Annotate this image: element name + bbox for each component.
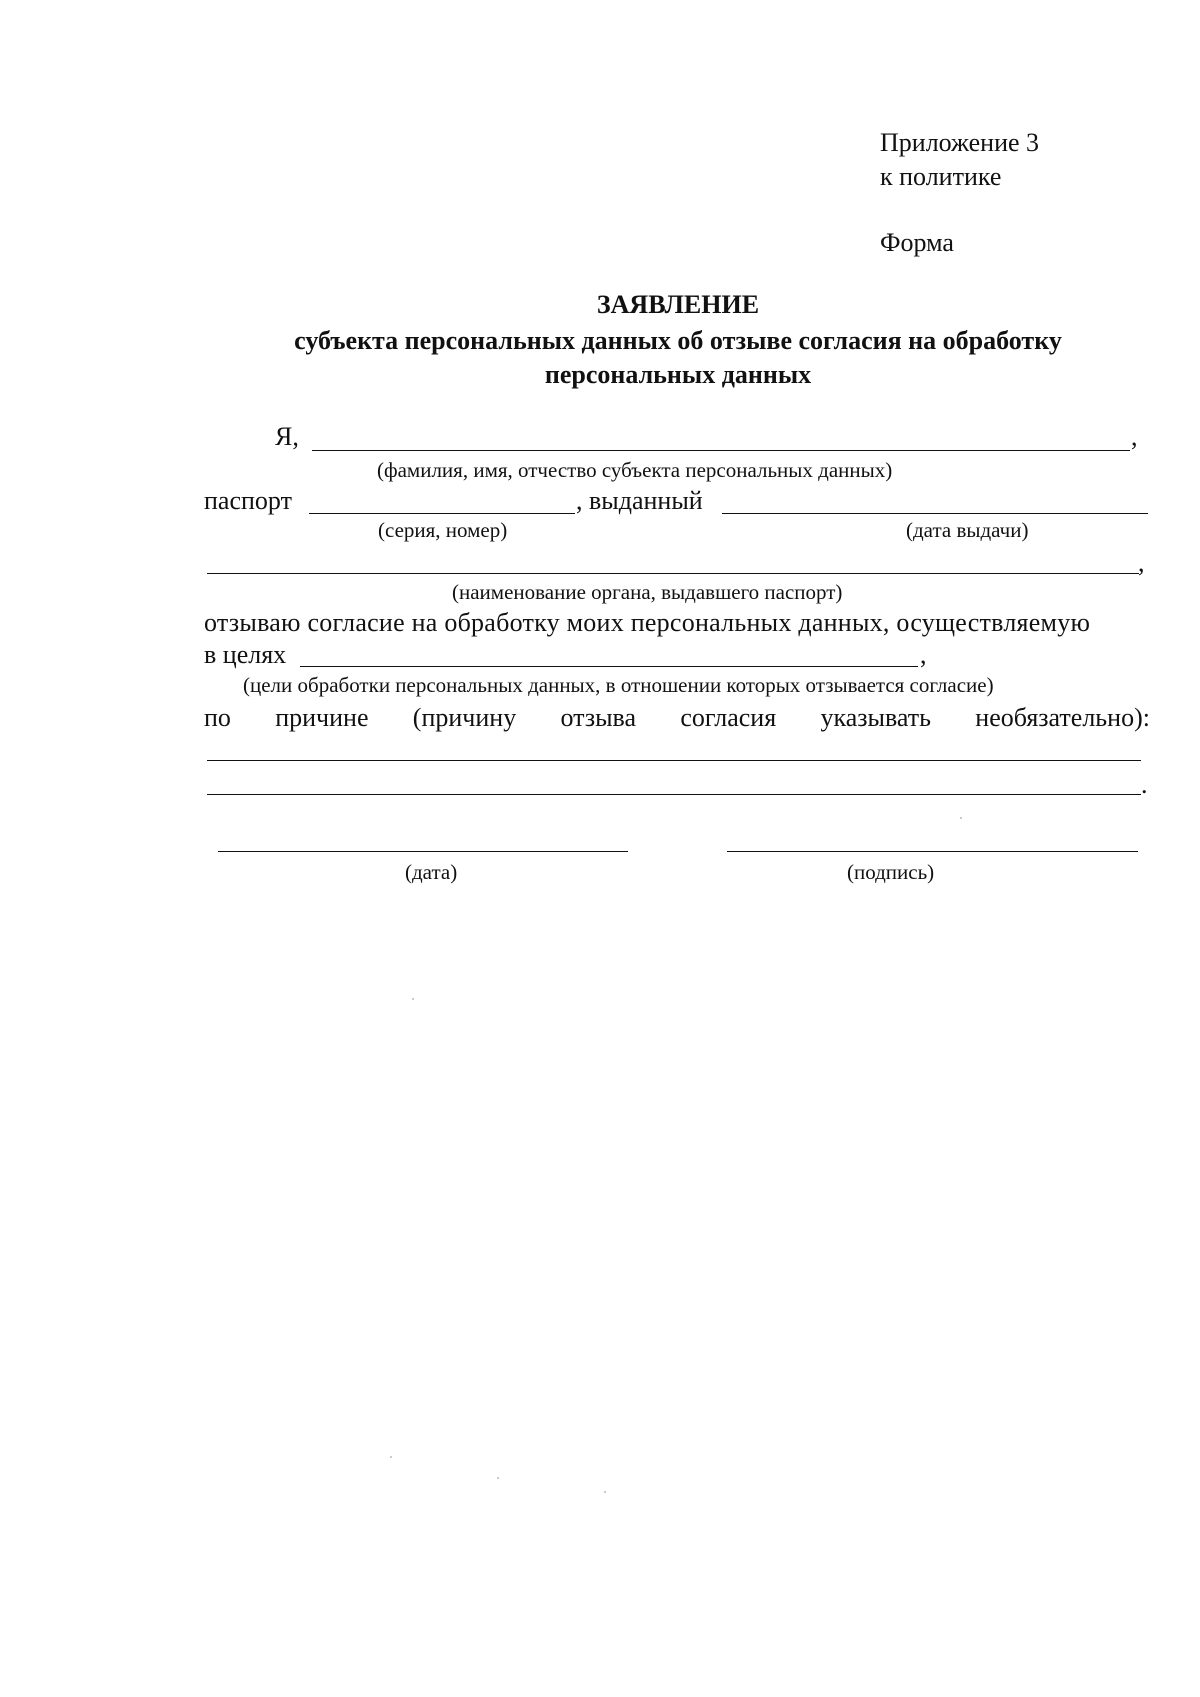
reason-field-line-2[interactable]	[207, 794, 1141, 795]
reason-word: согласия	[680, 703, 777, 732]
appendix-label: Приложение 3	[880, 128, 1040, 157]
reason-word: по	[204, 703, 231, 732]
reason-word: необязательно):	[975, 703, 1150, 732]
document-subtitle-line2: персональных данных	[544, 360, 812, 389]
scan-speck	[390, 1456, 392, 1458]
reason-word: (причину	[412, 703, 517, 732]
document-subtitle-line1: субъекта персональных данных об отзыве согласия на обработку	[294, 326, 1062, 355]
reason-word: причине	[275, 703, 369, 732]
series-caption: (серия, номер)	[378, 518, 508, 542]
scan-speck	[604, 1491, 606, 1493]
authority-comma: ,	[1138, 548, 1145, 577]
fio-comma: ,	[1131, 422, 1138, 451]
document-title: ЗАЯВЛЕНИЕ	[596, 290, 760, 319]
fio-field-line[interactable]	[312, 450, 1130, 451]
reason-line	[204, 703, 1150, 733]
purpose-caption: (цели обработки персональных данных, в отношении которых отзывается согласие)	[243, 673, 994, 697]
signature-caption: (подпись)	[847, 860, 935, 884]
reason-word: отзыва	[560, 703, 637, 732]
scan-speck	[960, 817, 962, 819]
authority-field-line[interactable]	[207, 573, 1139, 574]
purpose-label: в целях	[204, 640, 287, 669]
reason-field-line-1[interactable]	[207, 760, 1141, 761]
reason-word: указывать	[820, 703, 931, 732]
withdraw-statement: отзываю согласие на обработку моих персональных данных, осуществляемую	[204, 608, 1091, 637]
issue-date-field-line[interactable]	[722, 513, 1148, 514]
passport-label: паспорт	[204, 486, 292, 515]
issued-label: , выданный	[576, 486, 703, 515]
signature-field-line[interactable]	[727, 851, 1138, 852]
fio-caption: (фамилия, имя, отчество субъекта персональных данных)	[377, 458, 893, 482]
passport-series-field-line[interactable]	[309, 513, 575, 514]
scan-speck	[497, 1477, 499, 1479]
date-caption: (дата)	[405, 860, 458, 884]
policy-label: к политике	[880, 162, 1002, 191]
scan-speck	[412, 998, 414, 1000]
reason-period: .	[1141, 770, 1148, 799]
i-prefix: Я,	[275, 422, 299, 451]
form-label: Форма	[880, 228, 954, 257]
purpose-comma: ,	[920, 640, 927, 669]
date-field-line[interactable]	[218, 851, 628, 852]
authority-caption: (наименование органа, выдавшего паспорт)	[452, 580, 843, 604]
purpose-field-line[interactable]	[300, 666, 918, 667]
issue-date-caption: (дата выдачи)	[906, 518, 1029, 542]
